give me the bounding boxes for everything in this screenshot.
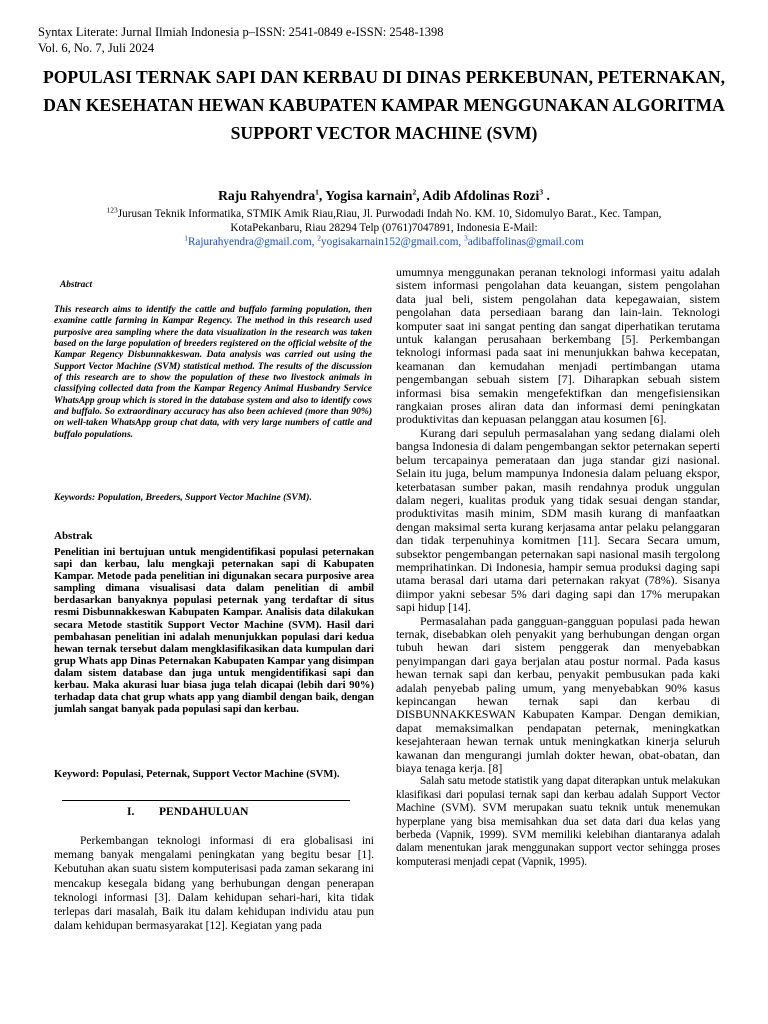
affiliation [40,207,728,249]
author-end: . [543,188,550,203]
introduction-paragraph: Perkembangan teknologi informasi di era globalisasi ini memang banyak mengalami peningkatan yang begitu besar [1]. Kebutuhan akan suatu sistem komputerisasi pada zaman sekarang ini mencakup kesegala bidang yang berhubungan dengan penerapan teknologi informasi [3]. Dalam kehidupan sehari-hari, kita tidak terlepas dari masalah, Baik itu dalam kehidupan individu atau pun dalam kehidupan bermasyarakat [12]. Kegiatan yang pada [54,835,374,933]
section-title: PENDAHULUAN [159,806,249,818]
keywords-indonesian: Keyword: Populasi, Peternak, Support Vector Machine (SVM). [54,769,340,780]
right-paragraph-3: Permasalahan pada gangguan-gangguan populasi pada hewan ternak, disebabkan oleh penyakit yang berhubungan dengan organ tubuh hewan dari sistem penggerak dan menyebabkan penyimpangan dari gaya berjalan atau postur normal. Pada kasus hewan ternak sapi dan kerbau, penyakit pembusukan pada kaki adalah penyebab paling umum, yang menyebabkan 90% kasus kepincangan hewan ternak sapi dan kerbau di DISBUNNAKKESWAN Kabupaten Kampar. Dengan demikian, dapat memaksimalkan pendapatan peternak, meningkatkan kesejahteraan hewan ternak untuk meningkatkan kinerja seluruh kawanan dan mengurangi jumlah dokter hewan, obat-obatan, dan biaya tenaga kerja. [8] [396,613,720,776]
email-line [40,235,728,249]
author-1-sup: 1 [315,187,319,197]
journal-header: Syntax Literate: Jurnal Ilmiah Indonesia p–ISSN: 2541-0849 e-ISSN: 2548-1398 [38,25,444,39]
email-1-link[interactable]: Rajurahyendra@gmail.com, [187,236,318,248]
affiliation-line-2: KotaPekanbaru, Riau 28294 Telp (0761)7047891, Indonesia E-Mail: [230,222,538,234]
author-2-sup: 2 [412,187,417,197]
email-1-sup: 1 [184,233,188,243]
author-3: , Adib Afdolinas Rozi [416,188,540,203]
keywords-english: Keywords: Population, Breeders, Support Vector Machine (SVM). [54,493,312,503]
author-1: Raju Rahyendra [218,188,316,203]
paper-title: POPULASI TERNAK SAPI DAN KERBAU DI DINAS PERKEBUNAN, PETERNAKAN, DAN KESEHATAN HEWAN KABUPATEN KAMPAR MENGGUNAKAN ALGORITMA SUPPORT VECTOR MACHINE (SVM) [43,67,725,143]
author-list [40,187,728,204]
abstract-english: This research aims to identify the cattle and buffalo farming population, then examine cattle farming in Kampar Regency. The method in this research used purposive area sampling where the data visualization in the research was taken based on the large population of breeders registered on the official website of the Kampar Regency Disbunnakkeswan. Data analysis was carried out using the Support Vector Machine (SVM) statistical method. The results of the discussion of this research are to show the population of these two livestock animals in classifying collected data from the Kampar Regency Animal Husbandry Service WhatsApp group which is stored in the database system and also to identify cows and buffalo. So extraordinary accuracy has also been achieved (more than 90%) on well-taken WhatsApp group chat data, with very large numbers of cattle and buffalo populations. [54,305,372,440]
email-2-link[interactable]: yogisakarnain152@gmail.com, [321,236,464,248]
email-3-sup: 3 [463,233,468,243]
author-2: , Yogisa karnain [318,188,413,203]
right-paragraph-2: Kurang dari sepuluh permasalahan yang sedang dialami oleh bangsa Indonesia di dalam pengembangan sektor peternakan seperti belum tercapainya pemerataan dan juga standar gizi nasional. Selain itu juga, belum mampunya Indonesia dalam peluang ekspor, keterbatasan sumber pakan, masih rendahnya produk unggulan dalam negeri, kualitas produk yang tidak sesuai dengan standar, produktivitas masih minim, SDM masih kurang di manfaatkan dengan maksimal serta kurang kerjasama antar pelaku pelanggaran dan tidak terpenuhinya komitmen [11]. Secara Secara umum, subsektor pengembangan peternakan sapi nasional masih tergolong memprihatinkan. Di Indonesia, hampir semua produksi daging sapi utama berasal dari utama dari peternakan rakyat (78%). Sisanya diimpor yakni sebesar 5% dari daging sapi dan 17% merupakan sapi hidup [14]. [396,425,720,615]
section-divider [62,800,350,801]
abstract-heading: Abstract [60,280,93,290]
email-2-sup: 2 [317,233,322,243]
abstrak-heading: Abstrak [54,530,93,542]
right-paragraph-4: Salah satu metode statistik yang dapat diterapkan untuk melakukan klasifikasi dari populasi ternak sapi dan kerbau adalah Support Vector Machine (SVM). SVM merupakan suatu teknik untuk menemukan hyperplane yang bisa memisahkan dua set data dari dua kelas yang berbeda (Vapnik, 1999). SVM memiliki kelebihan diantaranya adalah dalam menentukan jarak menggunakan support vector sehingga proses komputerasi menjadi cepat (Vapnik, 1995). [396,775,720,868]
right-column [396,266,720,869]
volume-header: Vol. 6, No. 7, Juli 2024 [38,41,155,55]
right-paragraph-1: umumnya menggunakan peranan teknologi informasi yaitu adalah sistem informasi pengolahan data keuangan, sistem pengolahan data jual beli, sistem pengolahan data kepegawaian, sistem pengolahan data persediaan barang dan lain-lain. Teknologi komputer saat ini sangat penting dan sangat diperhatikan terutama untuk kalangan perusahaan berkembang [5]. Perkembangan teknologi informasi pada saat ini menunjukkan bahwa kecepatan, keamanan dan kemudahan menjadi pertimbangan utama pengembangan sebuah sistem [7]. Diharapkan sebuah sistem informasi bisa semakin mengefektifkan dan mengefisiensikan rangkaian proses aliran data dan informasi demi peningkatan produktivitas dan kepuasan pelanggan atau kosumen [6]. [396,265,720,427]
affiliation-text-1: Jurusan Teknik Informatika, STMIK Amik Riau,Riau, Jl. Purwodadi Indah No. KM. 10, Sidomulyo Barat., Kec. Tampan, [117,208,662,220]
abstrak-indonesian: Penelitian ini bertujuan untuk mengidentifikasi populasi peternakan sapi dan kerbau, lalu mengkaji peternakan sapi di Kabupaten Kampar. Metode pada penelitian ini digunakan secara purposive area sampling dimana visualisasi data dalam penelitian di ambil berdasarkan banyaknya populasi peternak yang terdaftar di situs resmi Disbunnakkeswan Kabupaten Kampar. Analisis data dilakukan secara Metode stastitik Support Vector Machine (SVM). Hasil dari pembahasan penelitian ini adalah menunjukkan populasi dari kedua hewan ternak tersebut dalam mengklasifikasikan data kumpulan dari grup Whats app Dinas Peternakan Kabupaten Kampar yang disimpan dalam sistem database dan juga untuk mengidentifikasi sapi dan kerbau. Maka akurasi luar biasa juga telah dicapai (lebih dari 90%) terhadap data chat grup whats app yang diambil dengan baik, dengan jumlah sangat banyak pada populasi sapi dan kerbau. [54,547,374,716]
affiliation-sup: 123 [106,205,118,215]
author-3-sup: 3 [539,187,544,197]
section-number: I. [127,806,135,818]
email-3-link[interactable]: adibaffolinas@gmail.com [467,236,584,248]
affiliation-line-1 [40,207,728,221]
